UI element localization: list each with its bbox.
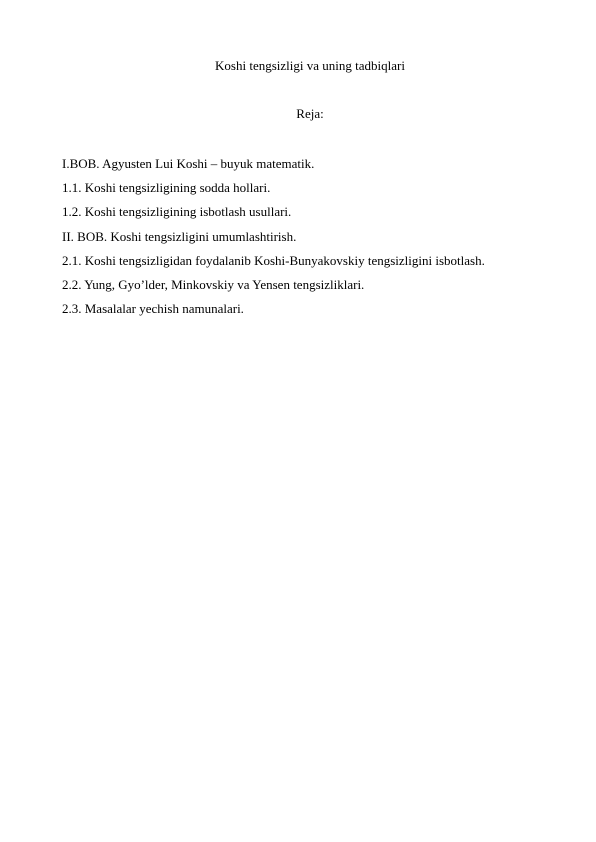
table-of-contents bbox=[62, 152, 562, 321]
document-title: Koshi tengsizligi va uning tadbiqlari bbox=[215, 58, 405, 73]
toc-item-1-2: 1.2. Koshi tengsizligining isbotlash usullari. bbox=[62, 204, 292, 220]
toc-item-chapter-1: I.BOB. Agyusten Lui Koshi – buyuk matematik. bbox=[62, 156, 315, 171]
toc-item-2-1: 2.1. Koshi tengsizligidan foydalanib Koshi-Bunyakovskiy tengsizligini isbotlash. bbox=[62, 252, 485, 268]
toc-item-2-3: 2.3. Masalalar yechish namunalari. bbox=[62, 301, 244, 317]
toc-item-chapter-2: II. BOB. Koshi tengsizligini umumlashtirish. bbox=[62, 228, 297, 244]
toc-item-1-1: 1.1. Koshi tengsizligining sodda hollari. bbox=[62, 180, 271, 196]
toc-item-2-2: 2.2. Yung, Gyo’lder, Minkovskiy va Yensen tengsizliklari. bbox=[62, 277, 365, 293]
plan-heading: Reja: bbox=[296, 106, 324, 121]
